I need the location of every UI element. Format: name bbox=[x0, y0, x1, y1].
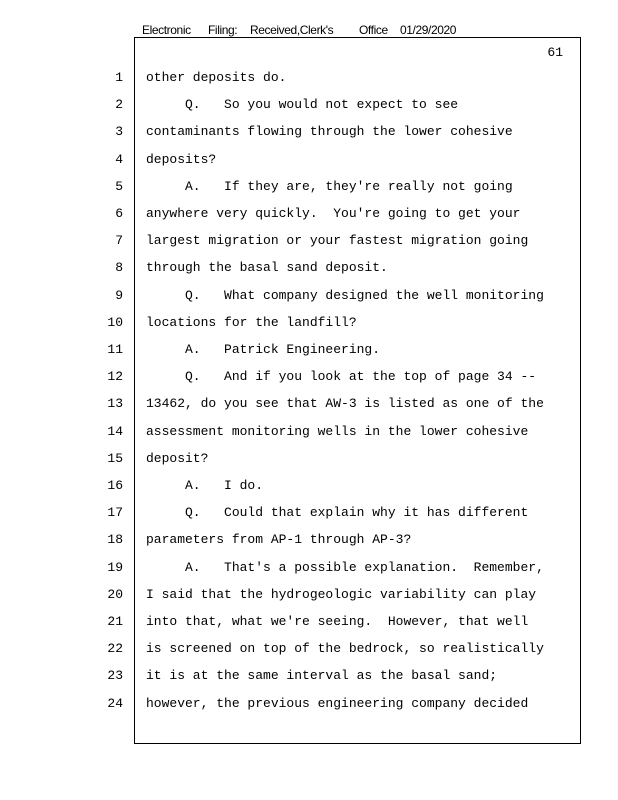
line-number: 7 bbox=[115, 233, 123, 248]
line-number: 14 bbox=[107, 424, 123, 439]
line-number: 10 bbox=[107, 315, 123, 330]
transcript-line: deposits? bbox=[146, 152, 217, 167]
line-number: 15 bbox=[107, 451, 123, 466]
transcript-line: Q. So you would not expect to see bbox=[146, 97, 459, 112]
transcript-line: A. I do. bbox=[146, 478, 264, 493]
transcript-line: deposit? bbox=[146, 451, 209, 466]
line-number: 12 bbox=[107, 369, 123, 384]
transcript-line: 13462, do you see that AW-3 is listed as one of the bbox=[146, 396, 544, 411]
transcript-line: locations for the landfill? bbox=[146, 315, 357, 330]
line-number: 6 bbox=[115, 206, 123, 221]
line-number: 9 bbox=[115, 288, 123, 303]
transcript-line: contaminants flowing through the lower cohesive bbox=[146, 124, 513, 139]
stamp-received: Received,Clerk's bbox=[250, 23, 334, 37]
page-number: 61 bbox=[547, 45, 563, 60]
transcript-line: Q. And if you look at the top of page 34 -- bbox=[146, 369, 537, 384]
line-number: 4 bbox=[115, 152, 123, 167]
transcript-line: assessment monitoring wells in the lower cohesive bbox=[146, 424, 529, 439]
line-number: 1 bbox=[115, 70, 123, 85]
transcript-line: A. Patrick Engineering. bbox=[146, 342, 381, 357]
line-number: 21 bbox=[107, 614, 123, 629]
line-number: 20 bbox=[107, 587, 123, 602]
line-number: 23 bbox=[107, 668, 123, 683]
transcript-line: Q. What company designed the well monitoring bbox=[146, 288, 544, 303]
stamp-electronic: Electronic bbox=[142, 23, 191, 37]
transcript-line: A. If they are, they're really not going bbox=[146, 179, 513, 194]
transcript-line: is screened on top of the bedrock, so realistically bbox=[146, 641, 544, 656]
line-number: 24 bbox=[107, 696, 123, 711]
line-number: 19 bbox=[107, 560, 123, 575]
transcript-line: I said that the hydrogeologic variability can play bbox=[146, 587, 537, 602]
transcript-line: Q. Could that explain why it has different bbox=[146, 505, 529, 520]
line-number: 22 bbox=[107, 641, 123, 656]
transcript-line: other deposits do. bbox=[146, 70, 287, 85]
line-number: 18 bbox=[107, 532, 123, 547]
transcript-line: it is at the same interval as the basal sand; bbox=[146, 668, 498, 683]
transcript-line: however, the previous engineering company decided bbox=[146, 696, 529, 711]
transcript-line: parameters from AP-1 through AP-3? bbox=[146, 532, 412, 547]
stamp-date: 01/29/2020 bbox=[400, 23, 457, 37]
line-number: 5 bbox=[115, 179, 123, 194]
line-number: 2 bbox=[115, 97, 123, 112]
line-number: 3 bbox=[115, 124, 123, 139]
transcript-line: into that, what we're seeing. However, that well bbox=[146, 614, 529, 629]
transcript-line: anywhere very quickly. You're going to get your bbox=[146, 206, 521, 221]
transcript-line: through the basal sand deposit. bbox=[146, 260, 388, 275]
transcript-line: largest migration or your fastest migration going bbox=[146, 233, 529, 248]
line-number: 13 bbox=[107, 396, 123, 411]
transcript-page-frame bbox=[134, 37, 581, 744]
line-number: 8 bbox=[115, 260, 123, 275]
line-number: 17 bbox=[107, 505, 123, 520]
stamp-office: Office bbox=[359, 23, 388, 37]
transcript-line: A. That's a possible explanation. Remember, bbox=[146, 560, 544, 575]
line-number: 16 bbox=[107, 478, 123, 493]
line-number: 11 bbox=[107, 342, 123, 357]
stamp-filing: Filing: bbox=[208, 23, 238, 37]
